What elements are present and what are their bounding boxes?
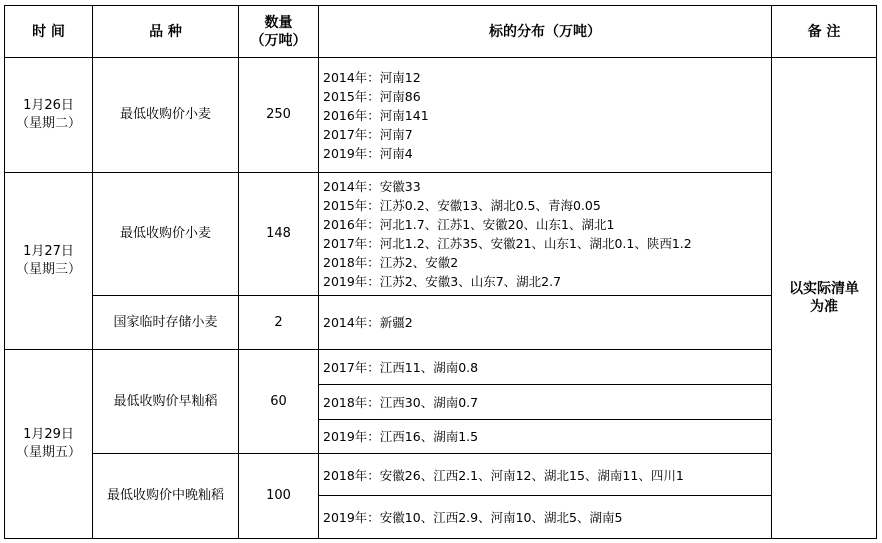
note-line1: 以实际清单: [789, 281, 859, 297]
distribution-line: 2014年：安徽33: [323, 179, 421, 194]
variety-cell: 最低收购价中晚籼稻: [93, 454, 239, 539]
variety-cell: 最低收购价小麦: [93, 173, 239, 296]
distribution-cell: [319, 350, 772, 385]
date-cell: [5, 173, 93, 350]
distribution-line: 2015年：江苏0.2、安徽13、湖北0.5、青海0.05: [323, 198, 601, 213]
distribution-cell: [319, 296, 772, 350]
variety-cell: 国家临时存储小麦: [93, 296, 239, 350]
distribution-line: 2019年：江苏2、安徽3、山东7、湖北2.7: [323, 274, 562, 289]
distribution-line: 2018年：安徽26、江西2.1、河南12、湖北15、湖南11、四川1: [319, 454, 771, 496]
distribution-line: 2017年：河北1.2、江苏35、安徽21、山东1、湖北0.1、陕西1.2: [323, 236, 692, 251]
date-cell: [5, 350, 93, 539]
distribution-line: 2014年：河南12: [323, 69, 421, 85]
header-quantity-line2: （万吨）: [250, 32, 307, 49]
weekday-text: （星期三）: [15, 262, 81, 277]
quantity-cell: 100: [239, 454, 319, 539]
date-cell: [5, 58, 93, 173]
header-row: [5, 6, 877, 58]
distribution-line: 2014年：新疆2: [323, 315, 413, 330]
distribution-cell: [319, 385, 772, 420]
distribution-line: 2018年：江西30、湖南0.7: [323, 394, 479, 410]
header-note: 备 注: [772, 6, 877, 58]
header-distribution: 标的分布（万吨）: [319, 6, 772, 58]
quantity-cell: 2: [239, 296, 319, 350]
header-quantity-line1: 数量: [264, 14, 293, 31]
weekday-text: （星期二）: [15, 116, 81, 131]
date-text: 1月27日: [23, 244, 74, 259]
distribution-line: 2019年：河南4: [323, 145, 413, 161]
auction-schedule-table: [4, 5, 877, 539]
quantity-cell: 148: [239, 173, 319, 296]
distribution-cell: [319, 454, 772, 539]
table-row: [5, 454, 877, 539]
quantity-cell: 60: [239, 350, 319, 454]
distribution-line: 2016年：河北1.7、江苏1、安徽20、山东1、湖北1: [323, 217, 615, 232]
distribution-cell: [319, 58, 772, 173]
distribution-line: 2017年：江西11、湖南0.8: [323, 359, 479, 375]
table-row: [5, 296, 877, 350]
note-cell: [772, 58, 877, 539]
distribution-line: 2018年：江苏2、安徽2: [323, 255, 459, 270]
header-quantity: [239, 6, 319, 58]
header-variety: 品 种: [93, 6, 239, 58]
table-row: [5, 173, 877, 296]
variety-cell: 最低收购价早籼稻: [93, 350, 239, 454]
distribution-line: 2015年：河南86: [323, 88, 421, 104]
quantity-cell: 250: [239, 58, 319, 173]
date-text: 1月26日: [23, 98, 74, 113]
weekday-text: （星期五）: [15, 445, 81, 460]
distribution-line: 2019年：江西16、湖南1.5: [323, 429, 479, 444]
distribution-line: 2019年：安徽10、江西2.9、河南10、湖北5、湖南5: [323, 510, 623, 525]
distribution-line: 2016年：河南141: [323, 107, 429, 123]
table-row: [5, 58, 877, 173]
table-row: [5, 350, 877, 385]
variety-cell: 最低收购价小麦: [93, 58, 239, 173]
date-text: 1月29日: [23, 427, 74, 442]
distribution-line: 2017年：河南7: [323, 126, 413, 142]
distribution-cell: [319, 420, 772, 454]
header-time: 时 间: [5, 6, 93, 58]
distribution-cell: [319, 173, 772, 296]
note-line2: 为准: [810, 299, 838, 315]
